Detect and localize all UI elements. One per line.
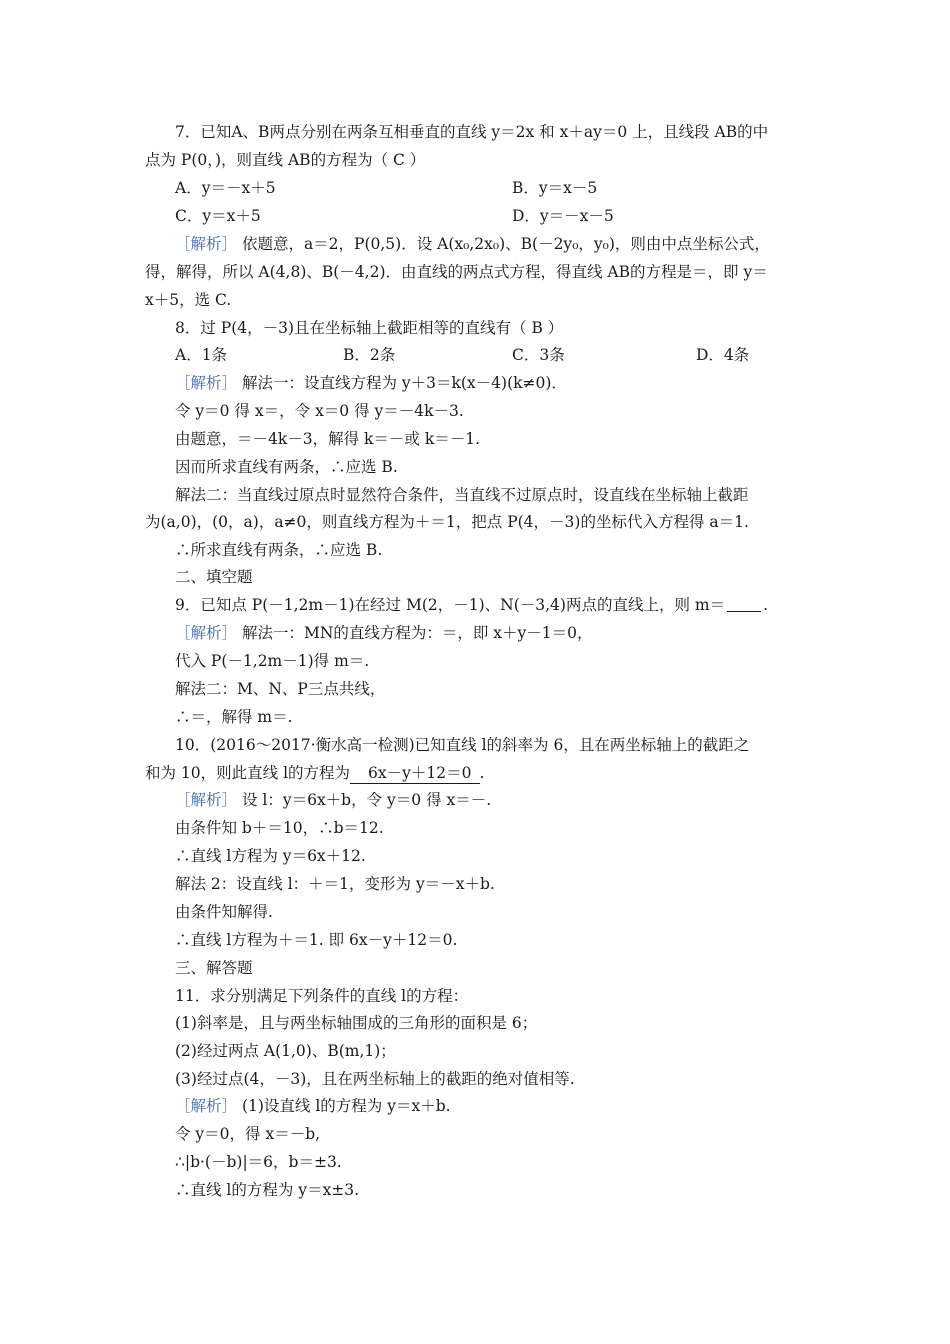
q9-solution-line3: 解法二：M、N、P三点共线， bbox=[175, 680, 386, 698]
q9-solution-line4: ∴＝，解得 m＝. bbox=[175, 708, 293, 726]
q11-analysis-tag: ［解析］ bbox=[175, 1097, 238, 1115]
q8-solution-line2: 令 y＝0 得 x＝，令 x＝0 得 y＝－4k－3. bbox=[175, 402, 464, 420]
q9-solution-line2: 代入 P(－1,2m－1)得 m＝. bbox=[175, 652, 370, 670]
q11-part3: (3)经过点(4，－3)，且在两坐标轴上的截距的绝对值相等. bbox=[175, 1070, 575, 1088]
q7-stem-line1: 7．已知A、B两点分别在两条互相垂直的直线 y＝2x 和 x＋ay＝0 上，且线段 AB的中 bbox=[175, 123, 769, 141]
q8-solution-line5: 解法二：当直线过原点时显然符合条件，当直线不过原点时，设直线在坐标轴上截距 bbox=[175, 486, 749, 504]
q7-option-c: C．y＝x＋5 bbox=[175, 207, 261, 225]
q9-stem: 9．已知点 P(－1,2m－1)在经过 M(2，－1)、N(－3,4)两点的直线上，则 m＝ . bbox=[175, 596, 769, 614]
q8-stem: 8．过 P(4，－3)且在坐标轴上截距相等的直线有（ B ） bbox=[175, 319, 564, 337]
q8-solution-line6: 为(a,0)，(0，a)，a≠0，则直线方程为＋＝1，把点 P(4，－3)的坐标代入方程得 a＝1. bbox=[145, 513, 749, 531]
section-fill-in-heading: 二、填空题 bbox=[175, 568, 253, 586]
q10-analysis-tag: ［解析］ bbox=[175, 791, 238, 809]
q8-solution-line4: 因而所求直线有两条，∴应选 B. bbox=[175, 458, 398, 476]
q8-option-c: C．3条 bbox=[512, 346, 565, 364]
q7-solution-line2: 得，解得，所以 A(4,8)、B(－4,2)．由直线的两点式方程，得直线 AB的方程是＝，即 y＝ bbox=[145, 263, 768, 281]
q10-solution-line1: ［解析］ 设 l：y＝6x＋b，令 y＝0 得 x＝－. bbox=[175, 791, 492, 809]
q7-solution-line1: ［解析］ 依题意，a＝2，P(0,5)．设 A(x₀,2x₀)、B(－2y₀，y₀)，则由中点坐标公式， bbox=[175, 235, 770, 253]
q7-stem-line2: 点为 P(0，)，则直线 AB的方程为（ C ） bbox=[145, 151, 426, 169]
q10-stem-line1: 10．(2016～2017·衡水高一检测)已知直线 l的斜率为 6，且在两坐标轴上的截距之 bbox=[175, 736, 750, 754]
q8-option-a: A．1条 bbox=[175, 346, 228, 364]
q7-analysis-tag: ［解析］ bbox=[175, 235, 238, 253]
q9-solution-line1: ［解析］ 解法一：MN的直线方程为：＝，即 x＋y－1＝0， bbox=[175, 624, 593, 642]
q10-stem-line2: 和为 10，则此直线 l的方程为 6x－y＋12＝0 . bbox=[145, 764, 485, 782]
q7-option-b: B．y＝x－5 bbox=[512, 179, 598, 197]
q8-solution-line3: 由题意，＝－4k－3，解得 k＝－或 k＝－1. bbox=[175, 430, 481, 448]
q11-solution-line1: ［解析］ (1)设直线 l的方程为 y＝x＋b. bbox=[175, 1097, 451, 1115]
q7-option-d: D．y＝－x－5 bbox=[512, 207, 614, 225]
q10-answer-fill: 6x－y＋12＝0 bbox=[350, 763, 479, 784]
q8-option-d: D．4条 bbox=[696, 346, 750, 364]
q10-solution-line3: ∴直线 l方程为 y＝6x＋12. bbox=[175, 847, 366, 865]
q10-solution-line6: ∴直线 l方程为＋＝1. 即 6x－y＋12＝0. bbox=[175, 931, 458, 949]
q11-solution-line2: 令 y＝0，得 x＝－b, bbox=[175, 1125, 321, 1143]
q11-stem: 11．求分别满足下列条件的直线 l的方程： bbox=[175, 987, 469, 1005]
q7-option-a: A．y＝－x＋5 bbox=[175, 179, 276, 197]
q7-solution-line3: x＋5，选 C. bbox=[145, 291, 232, 309]
q8-analysis-tag: ［解析］ bbox=[175, 374, 238, 392]
q9-analysis-tag: ［解析］ bbox=[175, 624, 238, 642]
section-solve-heading: 三、解答题 bbox=[175, 959, 253, 977]
q11-solution-line4: ∴直线 l的方程为 y＝x±3. bbox=[175, 1181, 360, 1199]
q10-solution-line4: 解法 2：设直线 l：＋＝1，变形为 y＝－x＋b. bbox=[175, 875, 495, 893]
q8-solution-line7: ∴所求直线有两条，∴应选 B. bbox=[175, 541, 383, 559]
q11-part2: (2)经过两点 A(1,0)、B(m,1)； bbox=[175, 1042, 396, 1060]
q10-solution-line5: 由条件知解得. bbox=[175, 903, 273, 921]
q8-solution-line1: ［解析］ 解法一：设直线方程为 y＋3＝k(x－4)(k≠0)． bbox=[175, 374, 567, 392]
q9-answer-blank bbox=[727, 597, 761, 612]
q11-solution-line3: ∴|b·(－b)|＝6，b＝±3. bbox=[175, 1153, 342, 1171]
q11-part1: (1)斜率是，且与两坐标轴围成的三角形的面积是 6； bbox=[175, 1014, 538, 1032]
q10-solution-line2: 由条件知 b＋＝10，∴b＝12. bbox=[175, 819, 384, 837]
q8-option-b: B．2条 bbox=[343, 346, 396, 364]
